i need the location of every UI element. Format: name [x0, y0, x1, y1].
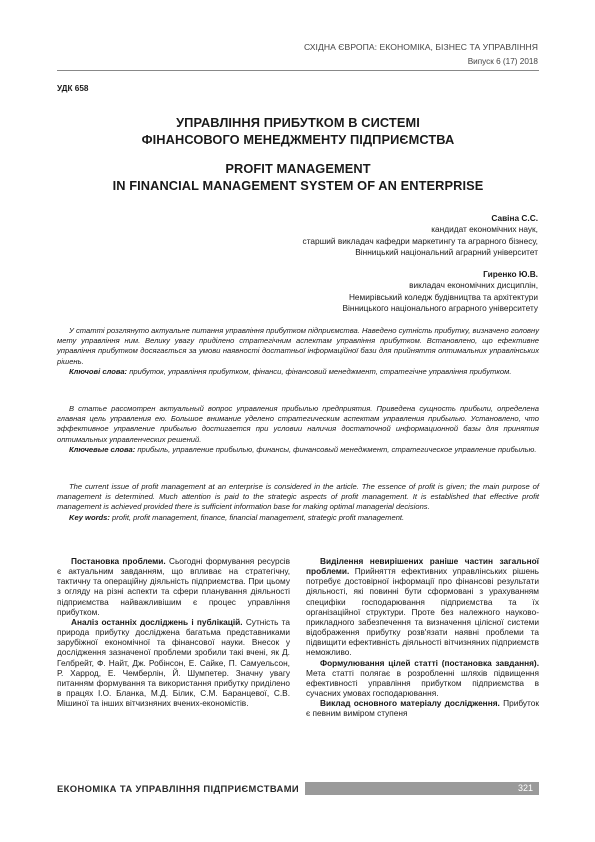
author-affiliation: Немирівський коледж будівництва та архітектури: [348, 291, 538, 302]
abstract-text: У статті розглянуто актуальне питання управління прибутком підприємства. Наведено сутність прибутку, визначено головну мету управління ним. Велику увагу приділено стратегічним аспектам управління прибутком. Встановлено, що ефективне управління прибутком досягається за умови наявності достатньої інформаційної бази для прийняття оптимальних управлінських рішень.: [57, 326, 539, 366]
header-divider: [57, 70, 539, 71]
author-affiliation: викладач економічних дисциплін,: [409, 280, 538, 291]
footer-section-title: ЕКОНОМІКА ТА УПРАВЛІННЯ ПІДПРИЄМСТВАМИ: [57, 782, 305, 795]
abstract-english: [57, 482, 539, 523]
author-1: [158, 213, 538, 259]
issue-number: Випуск 6 (17) 2018: [467, 57, 538, 66]
author-2: [158, 269, 538, 315]
abstract-ukrainian: [57, 326, 539, 377]
section-heading: Постановка проблеми.: [71, 556, 166, 566]
body-paragraph: Постановка проблеми. Сьогодні формування ресурсів є актуальним завданням, що впливає на стратегічну, тактичну та операційну діяльність підприємства. При цьому з огляду на різні аспекти та сфери планування діяльності підприємства найважливішим є процес управління прибутком.: [57, 556, 290, 617]
keywords-label: Key words:: [69, 512, 110, 522]
keywords: Ключевые слова: прибыль, управление прибылью, финансы, финансовый менеджмент, стратегическое управление прибылью.: [69, 444, 537, 454]
abstract-text: В статье рассмотрен актуальный вопрос управления прибылью предприятия. Приведена сущность прибыли, определена главная цель управления ею. Большое внимание уделено стратегическим аспектам управления прибылью. Установлено, что эффективное управление прибылью достигается при условии наличия достаточной информационной базы для принятия оптимальных управленческих решений.: [57, 404, 539, 444]
title-ua-line-2: ФІНАНСОВОГО МЕНЕДЖМЕНТУ ПІДПРИЄМСТВА: [141, 132, 455, 147]
keywords: Ключові слова: прибуток, управління прибутком, фінанси, фінансовий менеджмент, стратегічне управління прибутком.: [69, 366, 512, 376]
title-ua-line-1: УПРАВЛІННЯ ПРИБУТКОМ В СИСТЕМІ: [176, 115, 420, 130]
title-english: [57, 160, 539, 194]
author-affiliation: старший викладач кафедри маркетингу та аграрного бізнесу,: [302, 235, 538, 246]
body-paragraph: Виклад основного матеріалу дослідження. Прибуток є певним виміром ступеня: [306, 698, 540, 719]
author-name: Гиренко Ю.В.: [483, 269, 538, 279]
section-heading: Виділення невирішених раніше частин загальної проблеми.: [306, 556, 539, 577]
journal-title: СХІДНА ЄВРОПА: ЕКОНОМІКА, БІЗНЕС ТА УПРАВЛІННЯ: [303, 42, 538, 52]
author-affiliation: кандидат економічних наук,: [431, 224, 538, 235]
body-column-left: [57, 556, 290, 708]
abstract-russian: [57, 404, 539, 455]
keywords-label: Ключевые слова:: [69, 444, 136, 454]
title-en-line-1: PROFIT MANAGEMENT: [225, 161, 371, 176]
author-affiliation: Вінницький національний аграрний університет: [355, 247, 538, 258]
abstract-text: The current issue of profit management at an enterprise is considered in the article. The essence of profit is given; the main purpose of management is determined. Much attention is paid to the strategic aspects of profit management. It is established that effective profit management is achieved provided there is sufficient information base for making optimal managerial decisions.: [57, 482, 539, 512]
title-en-line-2: IN FINANCIAL MANAGEMENT SYSTEM OF AN ENTERPRISE: [112, 178, 484, 193]
section-heading: Аналіз останніх досліджень і публікацій.: [71, 616, 243, 627]
body-paragraph: Аналіз останніх досліджень і публікацій. Сутність та природа прибутку досліджена багатьма представниками зарубіжної економічної та фінансової науки. Внесок у дослідження зазначеної проблеми зробили такі вчені, як Д. Гелбрейт, Ф. Найт, Дж. Робінсон, Е. Сайке, П. Самуельсон, Р. Харрод, Е. Чемберлін, Й. Шумпетер. Значну увагу питанням формування та використання прибутку приділено в працях І.О. Бланка, М.Д. Білик, С.М. Баранцевої, С.В. Мішиної та інших вітчизняних вчених-економістів.: [57, 616, 290, 709]
page-number: 321: [517, 783, 533, 793]
body-paragraph: Формулювання цілей статті (постановка завдання). Мета статті полягає в розробленні шляхів підвищення ефективності управління прибутком підприємства в сучасних умовах господарювання.: [306, 657, 539, 699]
udc-code: УДК 658: [57, 84, 89, 93]
section-heading: (постановка завдання).: [441, 657, 539, 668]
body-column-right: [306, 556, 539, 719]
title-ukrainian: [57, 114, 539, 148]
body-paragraph: Виділення невирішених раніше частин загальної проблеми. Прийняття ефективних управлінських рішень потребує достовірної інформації про фінансові результати діяльності, які повинні бути сформовані з урахуванням специфіки господарювання підприємства та їх організаційної структури. Проте без належного науково-прикладного забезпечення та визначення цілісної системи відображення прибутку розв'язати наявні проблеми та підвищити ефективність діяльності вітчизняних підприємств неможливо.: [306, 556, 539, 658]
author-affiliation: Вінницького національного аграрного університету: [342, 303, 538, 314]
author-name: Савіна С.С.: [491, 213, 538, 223]
section-heading: Виклад основного матеріалу дослідження.: [320, 698, 500, 709]
section-heading: Формулювання цілей статті: [320, 657, 442, 668]
keywords-label: Ключові слова:: [69, 366, 128, 376]
keywords: Key words: profit, profit management, finance, financial management, strategic profit management.: [69, 512, 405, 522]
